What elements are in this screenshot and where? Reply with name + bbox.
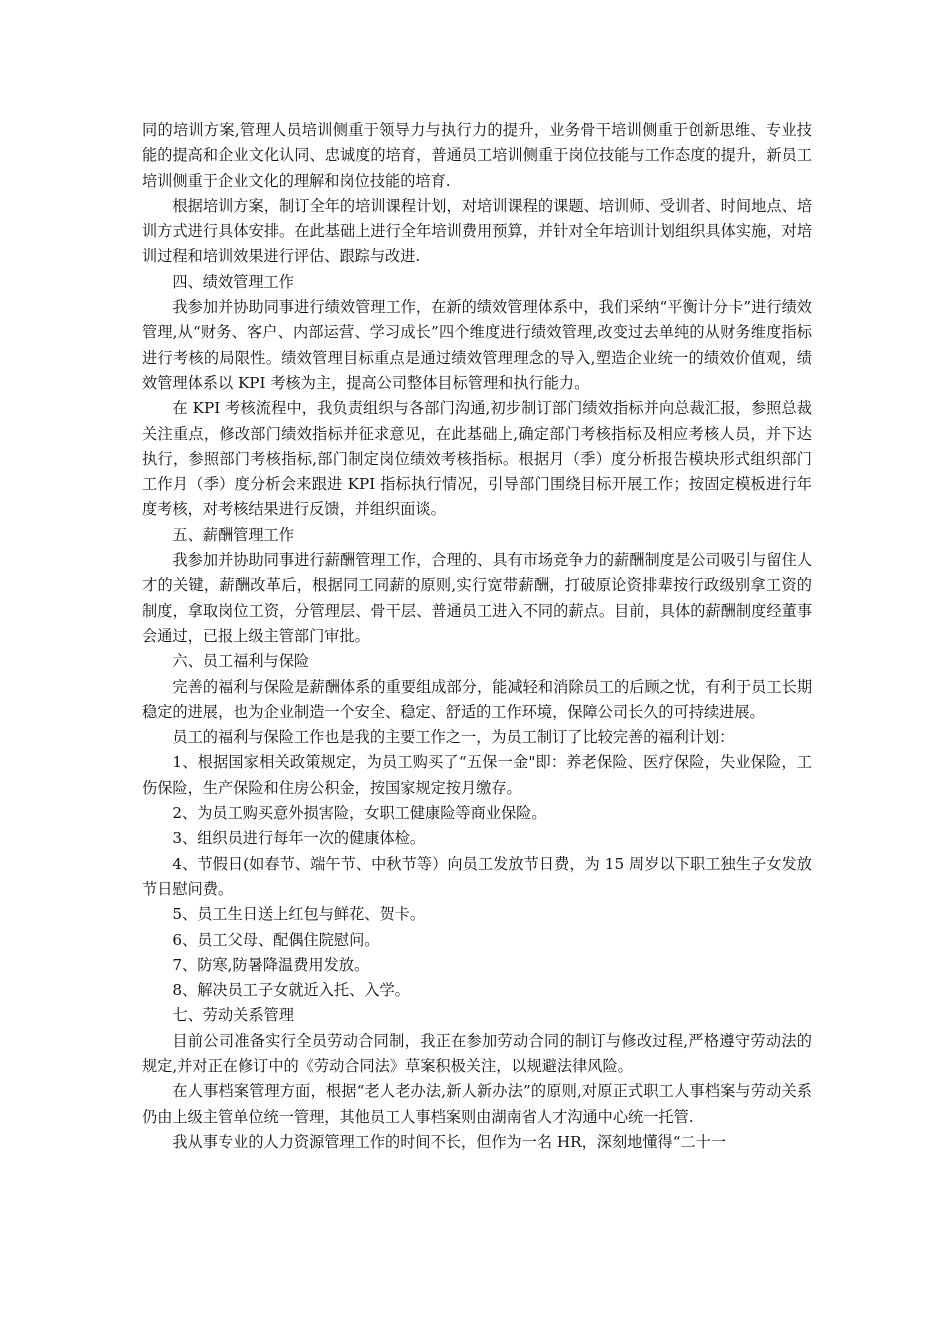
- list-item-1: 1、根据国家相关政策规定，为员工购买了“五保一金"即：养老保险、医疗保险，失业保险，工伤保险，生产保险和住房公积金，按国家规定按月缴存。: [142, 753, 812, 797]
- paragraph-7: 我参加并协助同事进行薪酬管理工作，合理的、具有市场竞争力的薪酬制度是公司吸引与留住人才的关键，薪酬改革后，根据同工同薪的原则,实行宽带薪酬，打破原论资排辈按行政级别拿工资的制度，拿取岗位工资，分管理层、骨干层、普通员工进入不同的薪点。目前，具体的薪酬制度经董事会通过，已报上级主管部门审批。: [142, 551, 812, 645]
- list-item-5: 5、员工生日送上红包与鲜花、贺卡。: [172, 905, 426, 924]
- section-heading-compensation: 五、薪酬管理工作: [172, 525, 294, 544]
- paragraph-1: 同的培训方案,管理人员培训侧重于领导力与执行力的提升，业务骨干培训侧重于创新思维、专业技能的提高和企业文化认同、忠诚度的培育，普通员工培训侧重于岗位技能与工作态度的提升，新员工培训侧重于企业文化的理解和岗位技能的培育.: [142, 121, 812, 190]
- list-item-3: 3、组织员进行每年一次的健康体检。: [172, 829, 426, 848]
- list-item-6: 6、员工父母、配偶住院慰问。: [172, 930, 380, 949]
- paragraph-9: 完善的福利与保险是薪酬体系的重要组成部分，能减轻和消除员工的后顾之忧，有利于员工长期稳定的进展，也为企业制造一个安全、稳定、舒适的工作环境，保障公司长久的可持续进展。: [142, 677, 812, 721]
- list-item-2: 2、为员工购买意外损害险，女职工健康险等商业保险。: [172, 804, 547, 823]
- section-heading-labor-relations: 七、劳动关系管理: [172, 1006, 294, 1025]
- paragraph-21: 在人事档案管理方面，根据“老人老办法,新人新办法”的原则,对原正式职工人事档案与劳动关系仍由上级主管单位统一管理，其他员工人事档案则由湖南省人才沟通中心统一托管.: [142, 1082, 812, 1126]
- list-item-7: 7、防寒,防暑降温费用发放。: [172, 955, 370, 974]
- list-item-4: 4、节假日(如春节、端午节、中秋节等）向员工发放节日费，为 15 周岁以下职工独生子女发放节日慰问费。: [142, 854, 812, 898]
- paragraph-22: 我从事专业的人力资源管理工作的时间不长，但作为一名 HR，深刻地懂得“二十一: [172, 1132, 727, 1151]
- paragraph-5: 在 KPI 考核流程中，我负责组织与各部门沟通,初步制订部门绩效指标并向总裁汇报，参照总裁关注重点，修改部门绩效指标并征求意见，在此基础上,确定部门考核指标及相应考核人员，并下达执行，参照部门考核指标,部门制定岗位绩效考核指标。根据月（季）度分析报告模块形式组织部门工作月（季）度分析会来跟进 KPI 指标执行情况，引导部门围绕目标开展工作；按固定模板进行年度考核，对考核结果进行反馈，并组织面谈。: [142, 399, 812, 519]
- paragraph-2: 根据培训方案，制订全年的培训课程计划，对培训课程的课题、培训师、受训者、时间地点、培训方式进行具体安排。在此基础上进行全年培训费用预算，并针对全年培训计划组织具体实施，对培训过程和培训效果进行评估、跟踪与改进.: [142, 196, 812, 266]
- paragraph-4: 我参加并协助同事进行绩效管理工作，在新的绩效管理体系中，我们采纳“平衡计分卡”进行绩效管理,从“财务、客户、内部运营、学习成长”四个维度进行绩效管理,改变过去单纯的从财务维度指标进行考核的局限性。绩效管理目标重点是通过绩效管理理念的导入,塑造企业统一的绩效价值观，绩效管理体系以 KPI 考核为主，提高公司整体目标管理和执行能力。: [142, 298, 812, 392]
- paragraph-20: 目前公司准备实行全员劳动合同制，我正在参加劳动合同的制订与修改过程,严格遵守劳动法的规定,并对正在修订中的《劳动合同法》草案积极关注，以规避法律风险。: [142, 1031, 812, 1075]
- list-item-8: 8、解决员工子女就近入托、入学。: [172, 981, 410, 1000]
- section-heading-welfare: 六、员工福利与保险: [172, 652, 310, 671]
- paragraph-10: 员工的福利与保险工作也是我的主要工作之一，为员工制订了比较完善的福利计划：: [172, 728, 735, 747]
- document-page: [142, 118, 812, 1155]
- section-heading-performance: 四、绩效管理工作: [172, 272, 294, 291]
